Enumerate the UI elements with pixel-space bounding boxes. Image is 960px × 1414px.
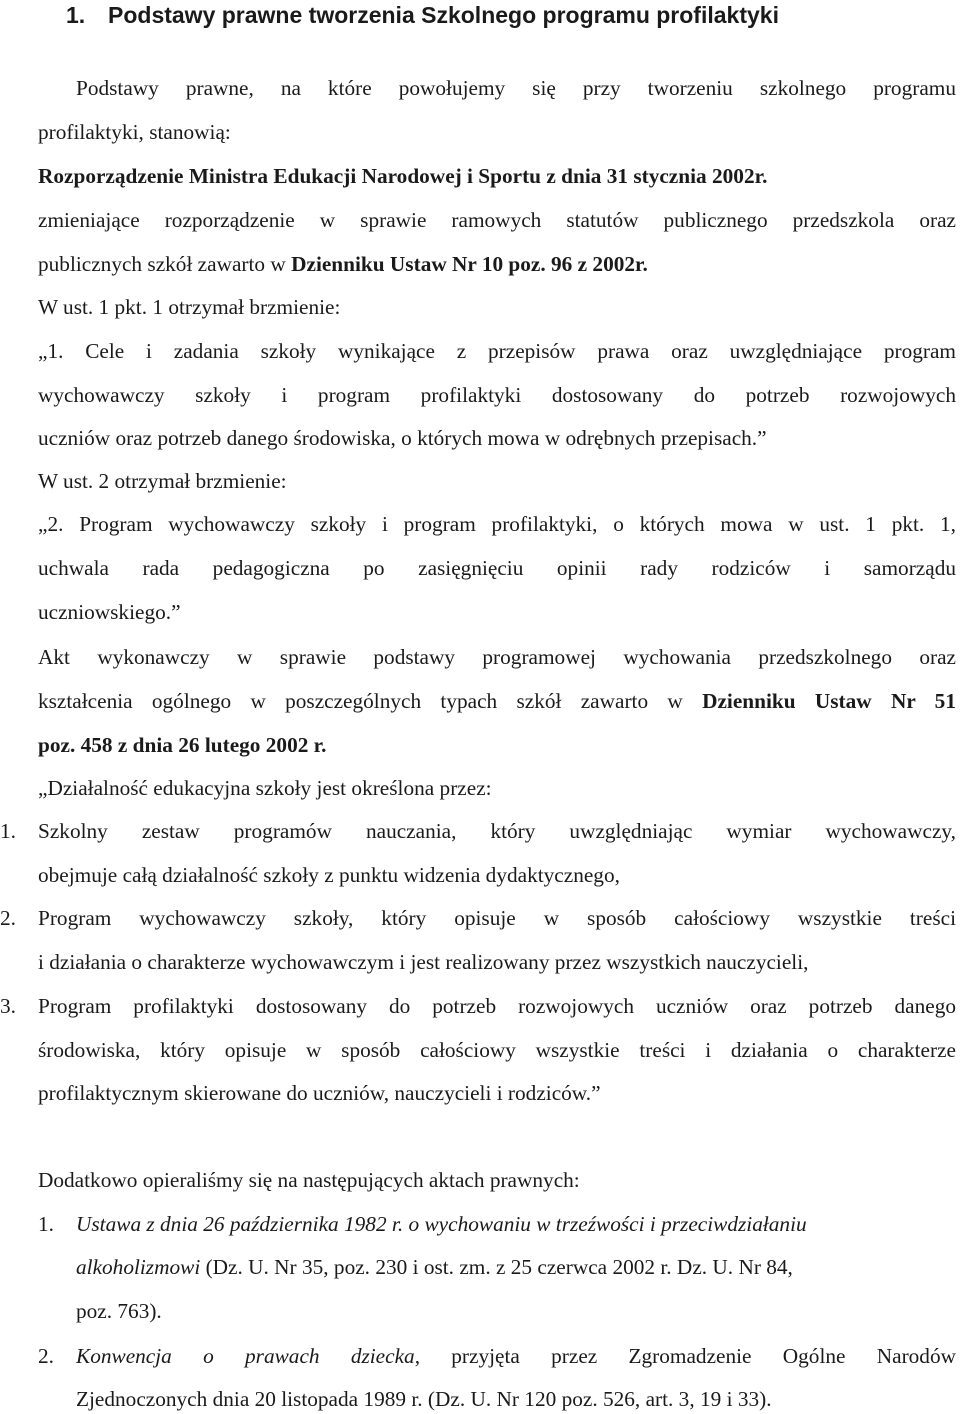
act-item-2-line-2: i działania o charakterze wychowawczym i jest realizowany przez wszystkich nauczycieli, — [38, 950, 809, 974]
regulation-journal-ref: Dzienniku Ustaw Nr 10 poz. 96 z 2002r. — [291, 252, 648, 276]
act-item-3-line-3: profilaktycznym skierowane do uczniów, nauczycieli i rodziców.” — [38, 1081, 601, 1105]
act-item-1-line-2: obejmuje całą działalność szkoły z punktu widzenia dydaktycznego, — [38, 863, 620, 887]
act-item-3-line-1: Program profilaktyki dostosowany do potrzeb rozwojowych uczniów oraz potrzeb danego — [38, 994, 956, 1018]
list-item-marker: 1. — [0, 819, 16, 843]
additional-item-2-desc: , przyjęta przez Zgromadzenie Ogólne Narodów — [414, 1344, 956, 1368]
list-item-marker: 3. — [0, 994, 16, 1018]
regulation-line-2-text: publicznych szkół zawarto w — [38, 252, 292, 276]
additional-intro: Dodatkowo opieraliśmy się na następujących aktach prawnych: — [38, 1168, 580, 1192]
act-line-1: Akt wykonawczy w sprawie podstawy programowej wychowania przedszkolnego oraz — [38, 645, 956, 669]
heading-title: Podstawy prawne tworzenia Szkolnego programu profilaktyki — [108, 2, 779, 28]
additional-item-2-title: Konwencja o prawach dziecka — [76, 1344, 415, 1368]
act-item-2-line-1: Program wychowawczy szkoły, który opisuje w sposób całościowy wszystkie treści — [38, 906, 956, 930]
ust1-label: W ust. 1 pkt. 1 otrzymał brzmienie: — [38, 295, 341, 319]
regulation-line-1: zmieniające rozporządzenie w sprawie ramowych statutów publicznego przedszkola oraz — [38, 208, 956, 232]
quote2-line-3: uczniowskiego.” — [38, 600, 181, 624]
regulation-title-text: Rozporządzenie Ministra Edukacji Narodowej i Sportu z dnia 31 stycznia 2002r. — [38, 164, 768, 188]
quote1-line-3: uczniów oraz potrzeb danego środowiska, o których mowa w odrębnych przepisach.” — [38, 426, 767, 450]
quote1-line-1: „1. Cele i zadania szkoły wynikające z przepisów prawa oraz uwzględniające program — [38, 339, 956, 363]
additional-item-1-ref: (Dz. U. Nr 35, poz. 230 i ost. zm. z 25 czerwca 2002 r. Dz. U. Nr 84, — [200, 1255, 793, 1279]
intro-line-1: Podstawy prawne, na które powołujemy się przy tworzeniu szkolnego programu — [76, 76, 956, 100]
regulation-line-2 — [38, 249, 956, 279]
act-journal-ref: Dzienniku Ustaw Nr 51 — [702, 689, 956, 713]
additional-item-1-title-end: alkoholizmowi — [76, 1255, 201, 1279]
list-item-marker: 2. — [0, 906, 16, 930]
act-item-1-line-1: Szkolny zestaw programów nauczania, który uwzględniając wymiar wychowawczy, — [38, 819, 956, 843]
additional-item-1-line-1 — [76, 1209, 956, 1239]
list-item-marker: 2. — [38, 1344, 54, 1368]
additional-item-2-line-2: Zjednoczonych dnia 20 listopada 1989 r. (Dz. U. Nr 120 poz. 526, art. 3, 19 i 33). — [76, 1387, 772, 1411]
quote2-line-2: uchwala rada pedagogiczna po zasięgnięciu opinii rady rodziców i samorządu — [38, 556, 956, 580]
quote1-line-2: wychowawczy szkoły i program profilaktyki dostosowany do potrzeb rozwojowych — [38, 383, 956, 407]
quote2-line-1: „2. Program wychowawczy szkoły i program profilaktyki, o których mowa w ust. 1 pkt. 1, — [38, 512, 956, 536]
additional-item-1-line-3: poz. 763). — [76, 1299, 162, 1323]
heading-number: 1. — [66, 2, 86, 28]
list-item-marker: 1. — [38, 1212, 54, 1236]
act-item-3-line-2: środowiska, który opisuje w sposób całościowy wszystkie treści i działania o charakterze — [38, 1038, 956, 1062]
act-line-3-text: poz. 458 z dnia 26 lutego 2002 r. — [38, 733, 327, 757]
act-quote-intro: „Działalność edukacyjna szkoły jest określona przez: — [38, 776, 492, 800]
intro-line-2: profilaktyki, stanowią: — [38, 120, 231, 144]
act-line-2 — [38, 686, 956, 716]
additional-item-1-line-2 — [76, 1252, 956, 1282]
ust2-label: W ust. 2 otrzymał brzmienie: — [38, 469, 287, 493]
regulation-title — [38, 161, 956, 191]
act-line-3 — [38, 730, 956, 760]
additional-item-2-line-1 — [76, 1341, 956, 1371]
additional-item-1-title: Ustawa z dnia 26 października 1982 r. o wychowaniu w trzeźwości i przeciwdziałaniu — [76, 1212, 807, 1236]
act-line-2-text: kształcenia ogólnego w poszczególnych typach szkół zawarto w — [38, 689, 703, 713]
